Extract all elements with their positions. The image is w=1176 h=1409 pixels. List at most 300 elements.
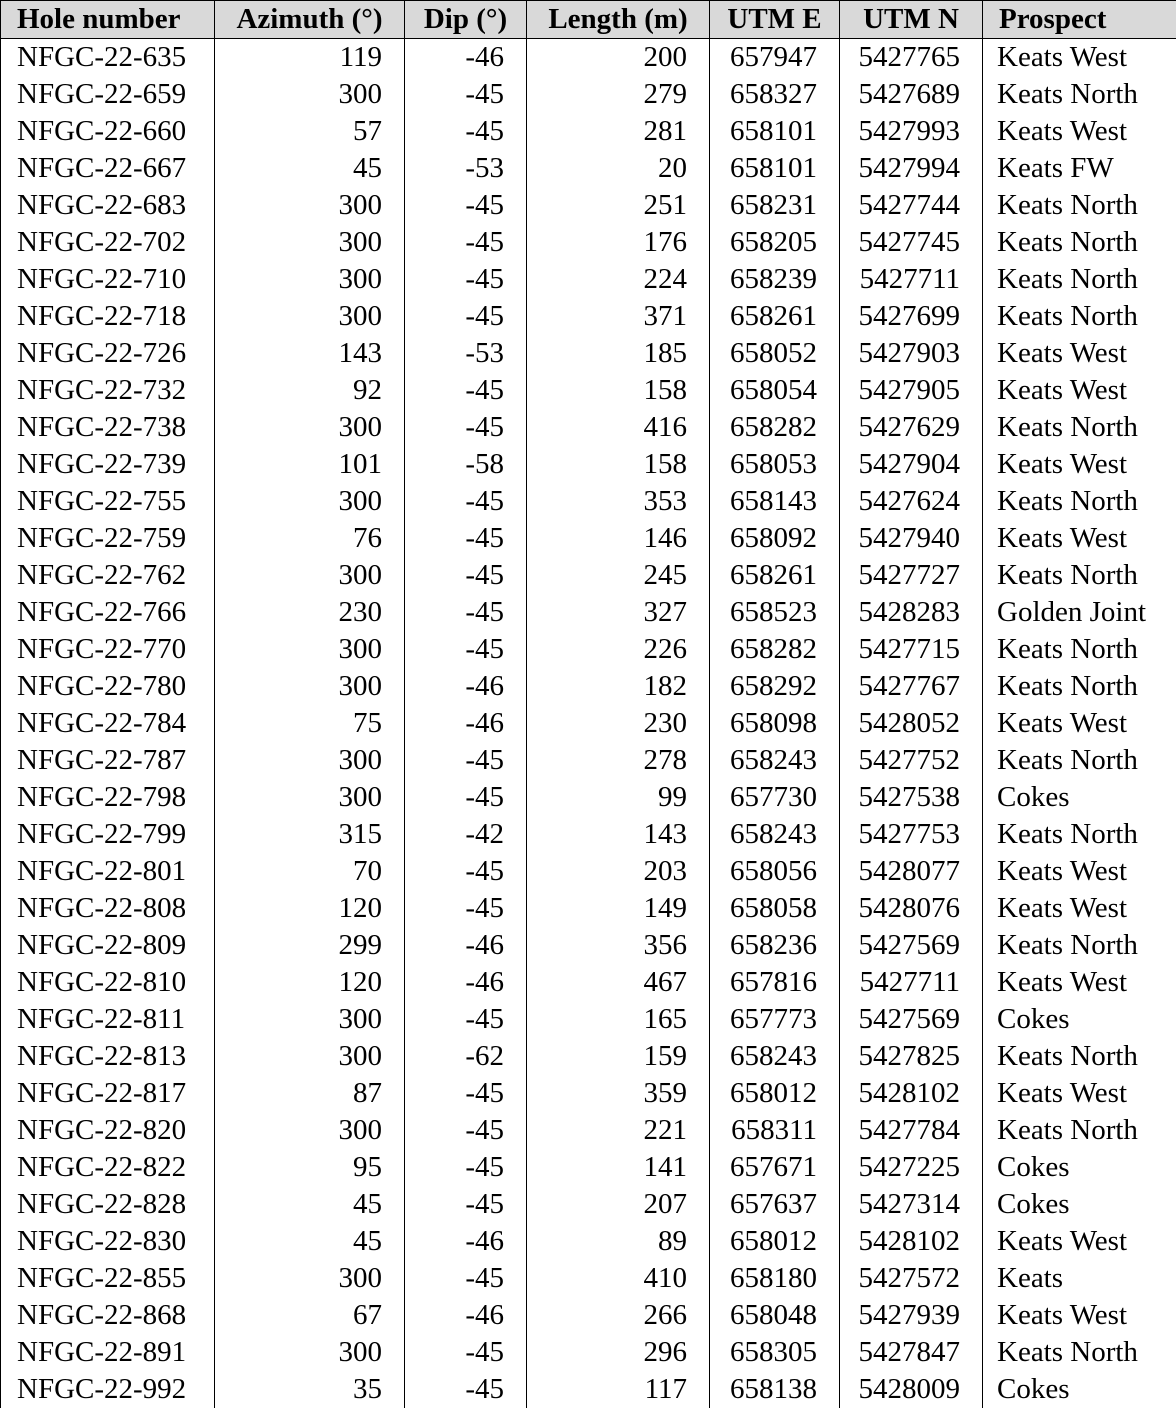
cell-utm-e: 658282 (710, 409, 840, 446)
table-row (1, 1260, 1176, 1297)
cell-azimuth: 300 (215, 1334, 405, 1371)
table-row (1, 594, 1176, 631)
cell-length: 371 (527, 298, 710, 335)
cell-utm-e: 658243 (710, 742, 840, 779)
cell-hole-number: NFGC-22-732 (1, 372, 215, 409)
cell-utm-e: 658101 (710, 113, 840, 150)
cell-dip: -46 (405, 1223, 527, 1260)
cell-dip: -45 (405, 1149, 527, 1186)
cell-prospect: Keats West (983, 964, 1176, 1001)
cell-utm-e: 657730 (710, 779, 840, 816)
cell-prospect: Keats North (983, 1112, 1176, 1149)
cell-hole-number: NFGC-22-635 (1, 39, 215, 77)
cell-dip: -53 (405, 150, 527, 187)
cell-dip: -46 (405, 1297, 527, 1334)
cell-azimuth: 300 (215, 1112, 405, 1149)
cell-azimuth: 76 (215, 520, 405, 557)
header-hole-number: Hole number (1, 1, 215, 39)
cell-hole-number: NFGC-22-811 (1, 1001, 215, 1038)
cell-length: 230 (527, 705, 710, 742)
cell-utm-n: 5427727 (840, 557, 983, 594)
cell-length: 251 (527, 187, 710, 224)
cell-length: 141 (527, 1149, 710, 1186)
cell-utm-e: 658098 (710, 705, 840, 742)
cell-hole-number: NFGC-22-755 (1, 483, 215, 520)
cell-dip: -46 (405, 964, 527, 1001)
cell-utm-n: 5427629 (840, 409, 983, 446)
table-row (1, 1075, 1176, 1112)
cell-utm-n: 5427767 (840, 668, 983, 705)
table-body (1, 39, 1176, 1409)
table-row (1, 483, 1176, 520)
header-utm-n: UTM N (840, 1, 983, 39)
cell-azimuth: 300 (215, 224, 405, 261)
cell-prospect: Keats North (983, 224, 1176, 261)
cell-utm-e: 657637 (710, 1186, 840, 1223)
cell-prospect: Keats West (983, 446, 1176, 483)
cell-length: 158 (527, 372, 710, 409)
table-row (1, 446, 1176, 483)
cell-dip: -45 (405, 853, 527, 890)
cell-hole-number: NFGC-22-759 (1, 520, 215, 557)
cell-dip: -45 (405, 1186, 527, 1223)
cell-utm-e: 658143 (710, 483, 840, 520)
cell-utm-e: 657671 (710, 1149, 840, 1186)
cell-hole-number: NFGC-22-891 (1, 1334, 215, 1371)
cell-utm-n: 5427903 (840, 335, 983, 372)
cell-azimuth: 300 (215, 668, 405, 705)
table-row (1, 409, 1176, 446)
cell-length: 99 (527, 779, 710, 816)
cell-azimuth: 300 (215, 742, 405, 779)
cell-utm-e: 658236 (710, 927, 840, 964)
cell-dip: -45 (405, 224, 527, 261)
cell-azimuth: 300 (215, 76, 405, 113)
cell-dip: -45 (405, 1334, 527, 1371)
cell-dip: -58 (405, 446, 527, 483)
cell-utm-n: 5427314 (840, 1186, 983, 1223)
table-row (1, 187, 1176, 224)
cell-utm-e: 658012 (710, 1075, 840, 1112)
cell-azimuth: 67 (215, 1297, 405, 1334)
table-row (1, 1186, 1176, 1223)
cell-prospect: Keats West (983, 335, 1176, 372)
cell-dip: -45 (405, 298, 527, 335)
header-dip: Dip (°) (405, 1, 527, 39)
cell-length: 159 (527, 1038, 710, 1075)
cell-dip: -46 (405, 705, 527, 742)
cell-hole-number: NFGC-22-738 (1, 409, 215, 446)
cell-length: 200 (527, 39, 710, 77)
cell-length: 203 (527, 853, 710, 890)
cell-prospect: Keats North (983, 557, 1176, 594)
cell-utm-n: 5428283 (840, 594, 983, 631)
cell-hole-number: NFGC-22-766 (1, 594, 215, 631)
table-row (1, 261, 1176, 298)
cell-prospect: Keats North (983, 816, 1176, 853)
cell-hole-number: NFGC-22-659 (1, 76, 215, 113)
cell-prospect: Keats West (983, 705, 1176, 742)
cell-utm-n: 5427745 (840, 224, 983, 261)
cell-azimuth: 120 (215, 890, 405, 927)
table-row (1, 964, 1176, 1001)
cell-utm-e: 657816 (710, 964, 840, 1001)
cell-length: 221 (527, 1112, 710, 1149)
cell-length: 467 (527, 964, 710, 1001)
cell-hole-number: NFGC-22-710 (1, 261, 215, 298)
cell-prospect: Keats North (983, 668, 1176, 705)
cell-utm-e: 657947 (710, 39, 840, 77)
cell-hole-number: NFGC-22-808 (1, 890, 215, 927)
cell-length: 20 (527, 150, 710, 187)
cell-length: 327 (527, 594, 710, 631)
cell-utm-n: 5427939 (840, 1297, 983, 1334)
cell-prospect: Keats North (983, 1038, 1176, 1075)
cell-dip: -45 (405, 1260, 527, 1297)
cell-prospect: Keats (983, 1260, 1176, 1297)
cell-prospect: Keats North (983, 409, 1176, 446)
header-prospect: Prospect (983, 1, 1176, 39)
table-row (1, 298, 1176, 335)
cell-utm-n: 5427711 (840, 964, 983, 1001)
cell-dip: -53 (405, 335, 527, 372)
cell-prospect: Golden Joint (983, 594, 1176, 631)
cell-hole-number: NFGC-22-820 (1, 1112, 215, 1149)
cell-utm-n: 5427765 (840, 39, 983, 77)
cell-length: 279 (527, 76, 710, 113)
table-row (1, 779, 1176, 816)
cell-hole-number: NFGC-22-822 (1, 1149, 215, 1186)
cell-utm-n: 5427847 (840, 1334, 983, 1371)
cell-prospect: Cokes (983, 1001, 1176, 1038)
cell-length: 226 (527, 631, 710, 668)
cell-dip: -45 (405, 520, 527, 557)
cell-prospect: Keats West (983, 853, 1176, 890)
table-row (1, 1112, 1176, 1149)
cell-length: 143 (527, 816, 710, 853)
cell-utm-n: 5427905 (840, 372, 983, 409)
cell-azimuth: 300 (215, 483, 405, 520)
cell-dip: -62 (405, 1038, 527, 1075)
cell-length: 296 (527, 1334, 710, 1371)
table-row (1, 816, 1176, 853)
cell-length: 182 (527, 668, 710, 705)
cell-azimuth: 315 (215, 816, 405, 853)
cell-hole-number: NFGC-22-799 (1, 816, 215, 853)
cell-hole-number: NFGC-22-787 (1, 742, 215, 779)
cell-utm-e: 658311 (710, 1112, 840, 1149)
cell-azimuth: 230 (215, 594, 405, 631)
cell-length: 281 (527, 113, 710, 150)
cell-utm-e: 658243 (710, 1038, 840, 1075)
cell-utm-n: 5428077 (840, 853, 983, 890)
cell-utm-e: 658239 (710, 261, 840, 298)
table-row (1, 224, 1176, 261)
cell-utm-e: 658261 (710, 298, 840, 335)
cell-azimuth: 300 (215, 261, 405, 298)
cell-azimuth: 57 (215, 113, 405, 150)
cell-dip: -42 (405, 816, 527, 853)
cell-hole-number: NFGC-22-992 (1, 1371, 215, 1408)
cell-azimuth: 300 (215, 1038, 405, 1075)
cell-dip: -45 (405, 890, 527, 927)
table-row (1, 1334, 1176, 1371)
cell-length: 176 (527, 224, 710, 261)
cell-azimuth: 143 (215, 335, 405, 372)
cell-hole-number: NFGC-22-660 (1, 113, 215, 150)
cell-length: 278 (527, 742, 710, 779)
cell-utm-n: 5427994 (840, 150, 983, 187)
table-row (1, 1223, 1176, 1260)
table-row (1, 890, 1176, 927)
cell-utm-n: 5427940 (840, 520, 983, 557)
cell-prospect: Keats North (983, 76, 1176, 113)
cell-prospect: Keats FW (983, 150, 1176, 187)
cell-azimuth: 120 (215, 964, 405, 1001)
cell-dip: -45 (405, 631, 527, 668)
cell-azimuth: 300 (215, 187, 405, 224)
table-row (1, 113, 1176, 150)
cell-utm-n: 5427711 (840, 261, 983, 298)
table-row (1, 1149, 1176, 1186)
cell-dip: -45 (405, 779, 527, 816)
cell-azimuth: 70 (215, 853, 405, 890)
cell-utm-n: 5427904 (840, 446, 983, 483)
cell-hole-number: NFGC-22-739 (1, 446, 215, 483)
cell-utm-n: 5427569 (840, 927, 983, 964)
cell-utm-e: 658523 (710, 594, 840, 631)
cell-utm-n: 5427715 (840, 631, 983, 668)
cell-utm-e: 658052 (710, 335, 840, 372)
cell-dip: -45 (405, 372, 527, 409)
table-row (1, 335, 1176, 372)
cell-hole-number: NFGC-22-702 (1, 224, 215, 261)
cell-length: 185 (527, 335, 710, 372)
cell-hole-number: NFGC-22-801 (1, 853, 215, 890)
cell-dip: -45 (405, 113, 527, 150)
cell-hole-number: NFGC-22-718 (1, 298, 215, 335)
cell-utm-n: 5427744 (840, 187, 983, 224)
cell-length: 224 (527, 261, 710, 298)
table-row (1, 1297, 1176, 1334)
cell-utm-e: 658327 (710, 76, 840, 113)
cell-hole-number: NFGC-22-667 (1, 150, 215, 187)
cell-utm-e: 658282 (710, 631, 840, 668)
header-azimuth: Azimuth (°) (215, 1, 405, 39)
cell-utm-n: 5427825 (840, 1038, 983, 1075)
cell-prospect: Cokes (983, 779, 1176, 816)
cell-utm-n: 5427753 (840, 816, 983, 853)
cell-utm-e: 658231 (710, 187, 840, 224)
cell-prospect: Keats North (983, 927, 1176, 964)
cell-utm-e: 658053 (710, 446, 840, 483)
cell-length: 89 (527, 1223, 710, 1260)
cell-dip: -45 (405, 557, 527, 594)
cell-utm-e: 657773 (710, 1001, 840, 1038)
cell-hole-number: NFGC-22-868 (1, 1297, 215, 1334)
cell-hole-number: NFGC-22-855 (1, 1260, 215, 1297)
cell-hole-number: NFGC-22-828 (1, 1186, 215, 1223)
cell-hole-number: NFGC-22-780 (1, 668, 215, 705)
cell-dip: -45 (405, 1001, 527, 1038)
cell-azimuth: 300 (215, 1260, 405, 1297)
cell-hole-number: NFGC-22-810 (1, 964, 215, 1001)
cell-utm-e: 658101 (710, 150, 840, 187)
cell-utm-e: 658292 (710, 668, 840, 705)
cell-azimuth: 299 (215, 927, 405, 964)
cell-dip: -46 (405, 668, 527, 705)
cell-utm-n: 5427225 (840, 1149, 983, 1186)
cell-utm-n: 5427752 (840, 742, 983, 779)
header-utm-e: UTM E (710, 1, 840, 39)
cell-dip: -45 (405, 1112, 527, 1149)
cell-utm-e: 658205 (710, 224, 840, 261)
cell-hole-number: NFGC-22-798 (1, 779, 215, 816)
cell-dip: -45 (405, 483, 527, 520)
cell-azimuth: 95 (215, 1149, 405, 1186)
cell-prospect: Keats West (983, 1223, 1176, 1260)
cell-hole-number: NFGC-22-809 (1, 927, 215, 964)
cell-utm-n: 5427993 (840, 113, 983, 150)
cell-azimuth: 300 (215, 557, 405, 594)
cell-azimuth: 101 (215, 446, 405, 483)
cell-utm-e: 658180 (710, 1260, 840, 1297)
table-row (1, 150, 1176, 187)
cell-utm-n: 5428102 (840, 1075, 983, 1112)
cell-utm-e: 658012 (710, 1223, 840, 1260)
table-row (1, 39, 1176, 77)
cell-utm-n: 5427538 (840, 779, 983, 816)
cell-length: 149 (527, 890, 710, 927)
header-length: Length (m) (527, 1, 710, 39)
cell-prospect: Cokes (983, 1371, 1176, 1408)
cell-length: 207 (527, 1186, 710, 1223)
cell-hole-number: NFGC-22-813 (1, 1038, 215, 1075)
cell-prospect: Keats North (983, 742, 1176, 779)
table-row (1, 1001, 1176, 1038)
cell-prospect: Keats North (983, 187, 1176, 224)
cell-length: 353 (527, 483, 710, 520)
table-row (1, 1038, 1176, 1075)
cell-prospect: Keats West (983, 890, 1176, 927)
cell-utm-n: 5427689 (840, 76, 983, 113)
cell-utm-n: 5427699 (840, 298, 983, 335)
cell-prospect: Cokes (983, 1186, 1176, 1223)
cell-length: 356 (527, 927, 710, 964)
cell-length: 146 (527, 520, 710, 557)
cell-dip: -45 (405, 409, 527, 446)
cell-prospect: Keats West (983, 372, 1176, 409)
cell-azimuth: 300 (215, 1001, 405, 1038)
cell-hole-number: NFGC-22-683 (1, 187, 215, 224)
cell-utm-n: 5427784 (840, 1112, 983, 1149)
table-row (1, 372, 1176, 409)
cell-dip: -45 (405, 742, 527, 779)
cell-length: 410 (527, 1260, 710, 1297)
cell-dip: -45 (405, 261, 527, 298)
cell-azimuth: 300 (215, 298, 405, 335)
cell-utm-e: 658056 (710, 853, 840, 890)
cell-hole-number: NFGC-22-784 (1, 705, 215, 742)
table-row (1, 705, 1176, 742)
header-row (1, 1, 1176, 39)
cell-hole-number: NFGC-22-817 (1, 1075, 215, 1112)
cell-azimuth: 300 (215, 631, 405, 668)
cell-utm-n: 5427572 (840, 1260, 983, 1297)
cell-utm-n: 5428009 (840, 1371, 983, 1408)
cell-utm-n: 5427624 (840, 483, 983, 520)
table-row (1, 76, 1176, 113)
cell-length: 359 (527, 1075, 710, 1112)
table-row (1, 927, 1176, 964)
cell-prospect: Keats West (983, 39, 1176, 77)
cell-utm-e: 658138 (710, 1371, 840, 1408)
table-row (1, 668, 1176, 705)
cell-prospect: Keats North (983, 631, 1176, 668)
cell-prospect: Keats North (983, 1334, 1176, 1371)
cell-dip: -46 (405, 39, 527, 77)
cell-utm-e: 658054 (710, 372, 840, 409)
cell-dip: -45 (405, 594, 527, 631)
cell-prospect: Keats West (983, 1297, 1176, 1334)
cell-hole-number: NFGC-22-726 (1, 335, 215, 372)
cell-hole-number: NFGC-22-830 (1, 1223, 215, 1260)
table-row (1, 742, 1176, 779)
cell-hole-number: NFGC-22-762 (1, 557, 215, 594)
cell-hole-number: NFGC-22-770 (1, 631, 215, 668)
cell-prospect: Keats North (983, 261, 1176, 298)
cell-length: 165 (527, 1001, 710, 1038)
cell-dip: -45 (405, 76, 527, 113)
cell-azimuth: 300 (215, 779, 405, 816)
cell-dip: -45 (405, 187, 527, 224)
cell-length: 245 (527, 557, 710, 594)
cell-utm-n: 5427569 (840, 1001, 983, 1038)
cell-azimuth: 45 (215, 1186, 405, 1223)
table-row (1, 557, 1176, 594)
table-header (1, 1, 1176, 39)
cell-utm-n: 5428076 (840, 890, 983, 927)
cell-utm-e: 658048 (710, 1297, 840, 1334)
cell-length: 158 (527, 446, 710, 483)
cell-utm-n: 5428102 (840, 1223, 983, 1260)
cell-utm-e: 658058 (710, 890, 840, 927)
cell-prospect: Keats West (983, 113, 1176, 150)
cell-azimuth: 119 (215, 39, 405, 77)
cell-dip: -45 (405, 1371, 527, 1408)
cell-azimuth: 35 (215, 1371, 405, 1408)
cell-azimuth: 45 (215, 1223, 405, 1260)
cell-length: 416 (527, 409, 710, 446)
cell-length: 266 (527, 1297, 710, 1334)
cell-dip: -45 (405, 1075, 527, 1112)
cell-azimuth: 75 (215, 705, 405, 742)
table-row (1, 1371, 1176, 1408)
table-row (1, 520, 1176, 557)
cell-prospect: Keats West (983, 1075, 1176, 1112)
cell-utm-e: 658243 (710, 816, 840, 853)
table-row (1, 631, 1176, 668)
cell-prospect: Keats North (983, 483, 1176, 520)
table-row (1, 853, 1176, 890)
cell-azimuth: 87 (215, 1075, 405, 1112)
cell-prospect: Keats West (983, 520, 1176, 557)
cell-prospect: Keats North (983, 298, 1176, 335)
cell-azimuth: 45 (215, 150, 405, 187)
cell-utm-e: 658305 (710, 1334, 840, 1371)
cell-prospect: Cokes (983, 1149, 1176, 1186)
cell-dip: -46 (405, 927, 527, 964)
